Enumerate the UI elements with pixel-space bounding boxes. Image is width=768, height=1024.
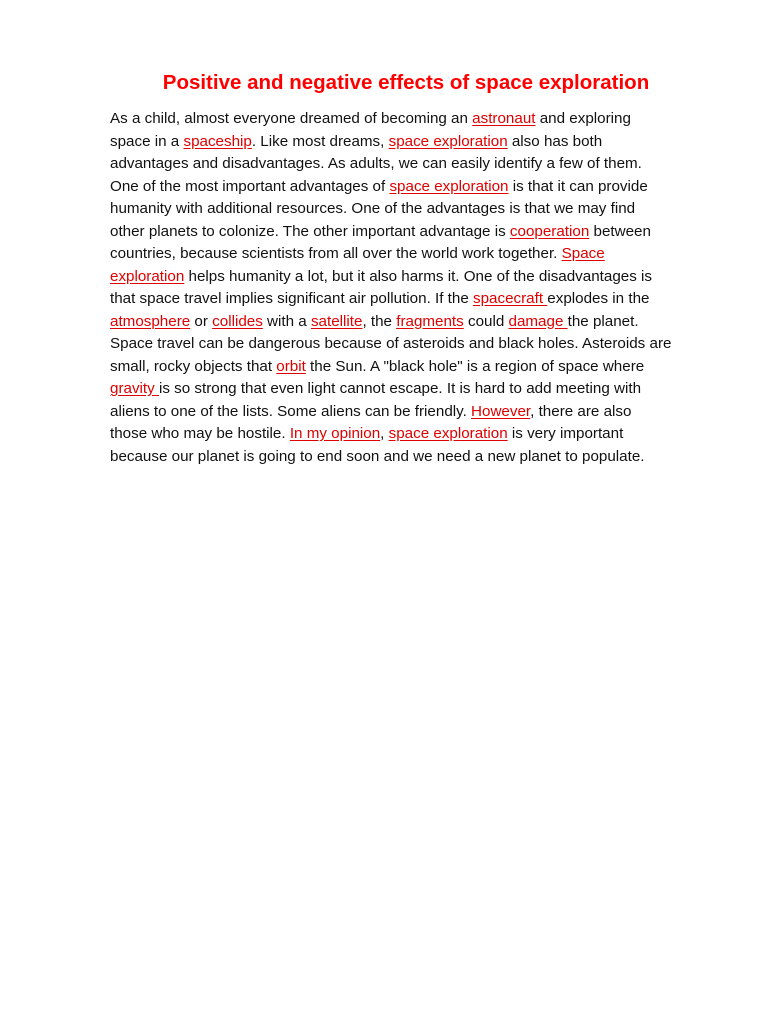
text-line — [110, 356, 718, 379]
text-line — [110, 131, 718, 154]
hyperlink[interactable]: In my opinion — [289, 425, 381, 442]
hyperlink[interactable]: astronaut — [472, 110, 536, 127]
hyperlink[interactable]: space exploration — [388, 132, 508, 150]
hyperlink[interactable]: fragments — [396, 312, 464, 330]
text-run: , there are also — [530, 402, 632, 420]
hyperlink[interactable]: atmosphere — [110, 312, 191, 330]
text-line — [110, 153, 718, 176]
text-run: . Like most dreams, — [251, 132, 389, 150]
text-line — [110, 423, 718, 446]
hyperlink[interactable]: gravity — [110, 380, 159, 397]
text-run: , the — [362, 312, 397, 330]
text-run: those who may be hostile. — [110, 425, 290, 442]
document-body — [110, 108, 718, 468]
text-run: advantages and disadvantages. As adults, we can easily identify a few of them. — [110, 155, 642, 172]
text-line — [110, 446, 718, 469]
hyperlink[interactable]: satellite — [310, 312, 363, 330]
text-run: is very important — [507, 425, 624, 442]
text-run: explodes in the — [547, 290, 650, 307]
text-run: space in a — [110, 132, 184, 150]
text-run: between — [589, 222, 651, 240]
hyperlink[interactable]: space exploration — [389, 177, 509, 195]
text-run: helps humanity a lot, but it also harms it. One of the disadvantages is — [184, 267, 653, 285]
text-run: could — [463, 312, 509, 330]
text-run: or — [190, 312, 213, 330]
text-run: the Sun. A "black hole" is a region of space where — [305, 357, 645, 375]
text-line — [110, 243, 718, 266]
text-run: One of the most important advantages of — [110, 177, 390, 195]
text-run: other planets to colonize. The other important advantage is — [110, 222, 510, 240]
text-run: is so strong that even light cannot escape. It is hard to add meeting with — [158, 380, 642, 397]
hyperlink[interactable]: damage — [508, 312, 568, 330]
text-line — [110, 176, 718, 199]
text-line — [110, 266, 718, 289]
text-run: aliens to one of the lists. Some aliens can be friendly. — [110, 402, 472, 420]
hyperlink[interactable]: collides — [212, 312, 263, 330]
text-run: with a — [262, 312, 311, 330]
text-run: humanity with additional resources. One of the advantages is that we may find — [110, 200, 636, 217]
text-line — [110, 378, 718, 401]
text-run: small, rocky objects that — [110, 357, 277, 375]
text-line — [110, 198, 718, 221]
hyperlink[interactable]: exploration — [110, 267, 185, 285]
text-run: the planet. — [567, 312, 639, 330]
hyperlink[interactable]: Space — [561, 245, 605, 262]
text-run: As a child, almost everyone dreamed of becoming an — [110, 110, 473, 127]
text-run: because our planet is going to end soon and we need a new planet to populate. — [110, 447, 645, 465]
text-run: Space travel can be dangerous because of asteroids and black holes. Asteroids are — [110, 335, 672, 352]
hyperlink[interactable]: space exploration — [388, 425, 508, 442]
text-line — [110, 108, 718, 131]
hyperlink[interactable]: orbit — [276, 357, 306, 375]
text-line — [110, 311, 718, 334]
document-title: Positive and negative effects of space exploration — [162, 71, 650, 94]
hyperlink[interactable]: cooperation — [509, 222, 590, 240]
text-run: is that it can provide — [508, 177, 648, 195]
text-run: and exploring — [535, 110, 631, 127]
text-line — [110, 401, 718, 424]
text-run: also has both — [507, 132, 603, 150]
text-line — [110, 288, 718, 311]
hyperlink[interactable]: However — [471, 402, 531, 420]
hyperlink[interactable]: spaceship — [183, 132, 252, 150]
text-run: , — [380, 425, 389, 442]
text-run: that space travel implies significant air pollution. If the — [110, 290, 473, 307]
hyperlink[interactable]: spacecraft — [473, 290, 548, 307]
text-run: countries, because scientists from all over the world work together. — [110, 245, 562, 262]
text-line — [110, 221, 718, 244]
text-line — [110, 333, 718, 356]
